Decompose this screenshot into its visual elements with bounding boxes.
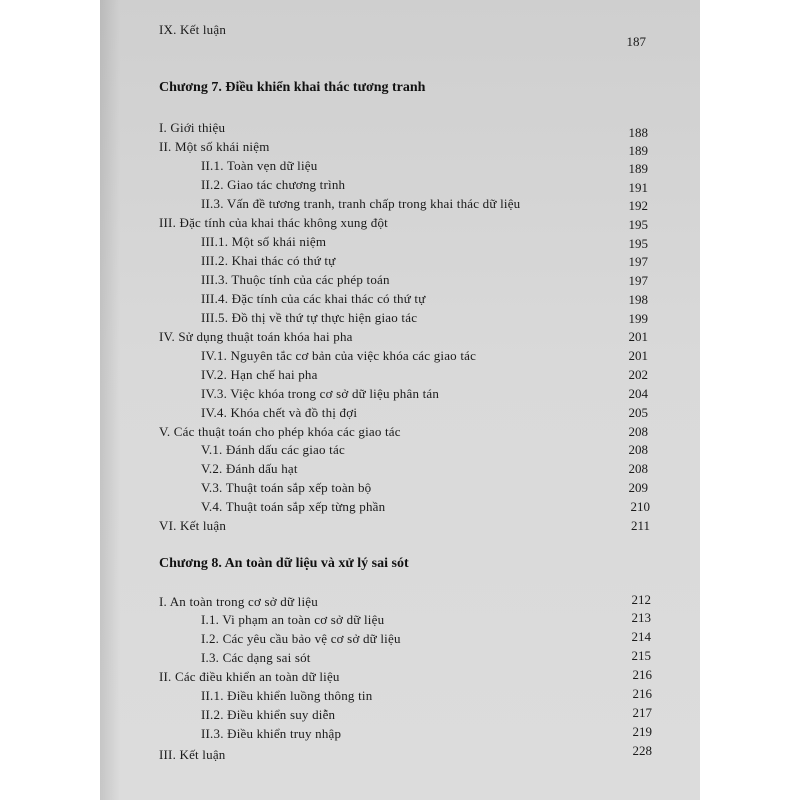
toc-entry-page: 211 [630,518,650,533]
toc-entry-page: 212 [631,592,651,607]
toc-entry-page: 195 [628,217,648,232]
toc-entry-page: 208 [628,424,648,439]
toc-entry-label: II.2. Giao tác chương trình [201,177,346,192]
toc-entry-label: II.2. Điều khiển suy diễn [201,707,336,722]
toc-entry-page: 195 [628,236,648,251]
toc-entry-label: III.1. Một số khái niệm [201,234,327,249]
toc-entry-page: 209 [628,480,648,495]
toc-entry-label: I.3. Các dạng sai sót [201,650,311,665]
toc-entry-page: 208 [628,461,648,476]
toc-entry-label: II.3. Điều khiển truy nhập [201,726,342,741]
toc-entry-label: V.1. Đánh dấu các giao tác [201,442,345,457]
toc-entry-page: 201 [628,329,648,344]
toc-entry-page: 199 [628,311,648,326]
toc-entry-page: 213 [631,610,651,625]
toc-entry-label: IV.2. Hạn chế hai pha [201,367,318,382]
toc-entry-page: 192 [628,198,648,213]
toc-entry-page: 204 [628,386,648,401]
toc-entry-label: II.3. Vấn đề tương tranh, tranh chấp trong khai thác dữ liệu [201,196,521,211]
toc-entry-page: 198 [628,292,648,307]
toc-entry-label: V.2. Đánh dấu hạt [201,461,298,476]
toc-entry-label: V. Các thuật toán cho phép khóa các giao tác [159,424,401,439]
toc-entry-label: I. Giới thiệu [159,120,226,135]
book-page [100,0,700,800]
toc-entry-label: III. Kết luận [159,747,226,762]
toc-entry-label: II. Các điều khiển an toàn dữ liệu [159,669,340,684]
chapter-8-title: Chương 8. An toàn dữ liệu và xử lý sai sót [159,556,409,571]
toc-entry-page: 216 [632,667,652,682]
toc-entry-label: II.1. Điều khiển luồng thông tin [201,688,373,703]
toc-entry-page: 208 [628,442,648,457]
toc-entry-page: 187 [626,34,646,49]
toc-entry-page: 216 [632,686,652,701]
toc-entry-label: III.4. Đặc tính của các khai thác có thứ tự [201,291,426,306]
toc-entry-page: 191 [628,180,648,195]
chapter-7-title: Chương 7. Điều khiển khai thác tương tranh [159,80,426,95]
toc-entry-page: 210 [630,499,650,514]
toc-entry-page: 197 [628,273,648,288]
toc-entry-label: V.4. Thuật toán sắp xếp từng phần [201,499,386,514]
toc-entry-page: 189 [628,143,648,158]
toc-entry-label: III. Đặc tính của khai thác không xung đột [159,215,388,230]
toc-entry-page: 201 [628,348,648,363]
toc-entry-label: I. An toàn trong cơ sở dữ liệu [159,594,318,609]
toc-entry-page: 202 [628,367,648,382]
toc-entry-page: 228 [632,743,652,758]
toc-entry-page: 189 [628,161,648,176]
toc-entry-label: II. Một số khái niệm [159,139,270,154]
toc-entry-label: VI. Kết luận [159,518,227,533]
toc-entry-label: IV. Sử dụng thuật toán khóa hai pha [159,329,353,344]
toc-entry-label: I.1. Vi phạm an toàn cơ sở dữ liệu [201,612,385,627]
toc-entry-label: IX. Kết luận [159,22,227,37]
toc-entry-label: IV.3. Việc khóa trong cơ sở dữ liệu phân tán [201,386,440,401]
toc-entry-page: 219 [632,724,652,739]
toc-entry-page: 188 [628,125,648,140]
toc-entry-label: III.3. Thuộc tính của các phép toán [201,272,390,287]
toc-entry-page: 205 [628,405,648,420]
toc-entry-page: 215 [631,648,651,663]
toc-entry-label: III.5. Đồ thị về thứ tự thực hiện giao tác [201,310,418,325]
toc-entry-page: 214 [631,629,651,644]
toc-entry-label: III.2. Khai thác có thứ tự [201,253,336,268]
toc-entry-label: IV.4. Khóa chết và đồ thị đợi [201,405,358,420]
toc-entry-label: IV.1. Nguyên tắc cơ bản của việc khóa các giao tác [201,348,477,363]
toc-entry-page: 197 [628,254,648,269]
toc-entry-label: I.2. Các yêu cầu bảo vệ cơ sở dữ liệu [201,631,401,646]
toc-entry-label: II.1. Toàn vẹn dữ liệu [201,158,318,173]
toc-entry-label: V.3. Thuật toán sắp xếp toàn bộ [201,480,372,495]
toc-entry-page: 217 [632,705,652,720]
